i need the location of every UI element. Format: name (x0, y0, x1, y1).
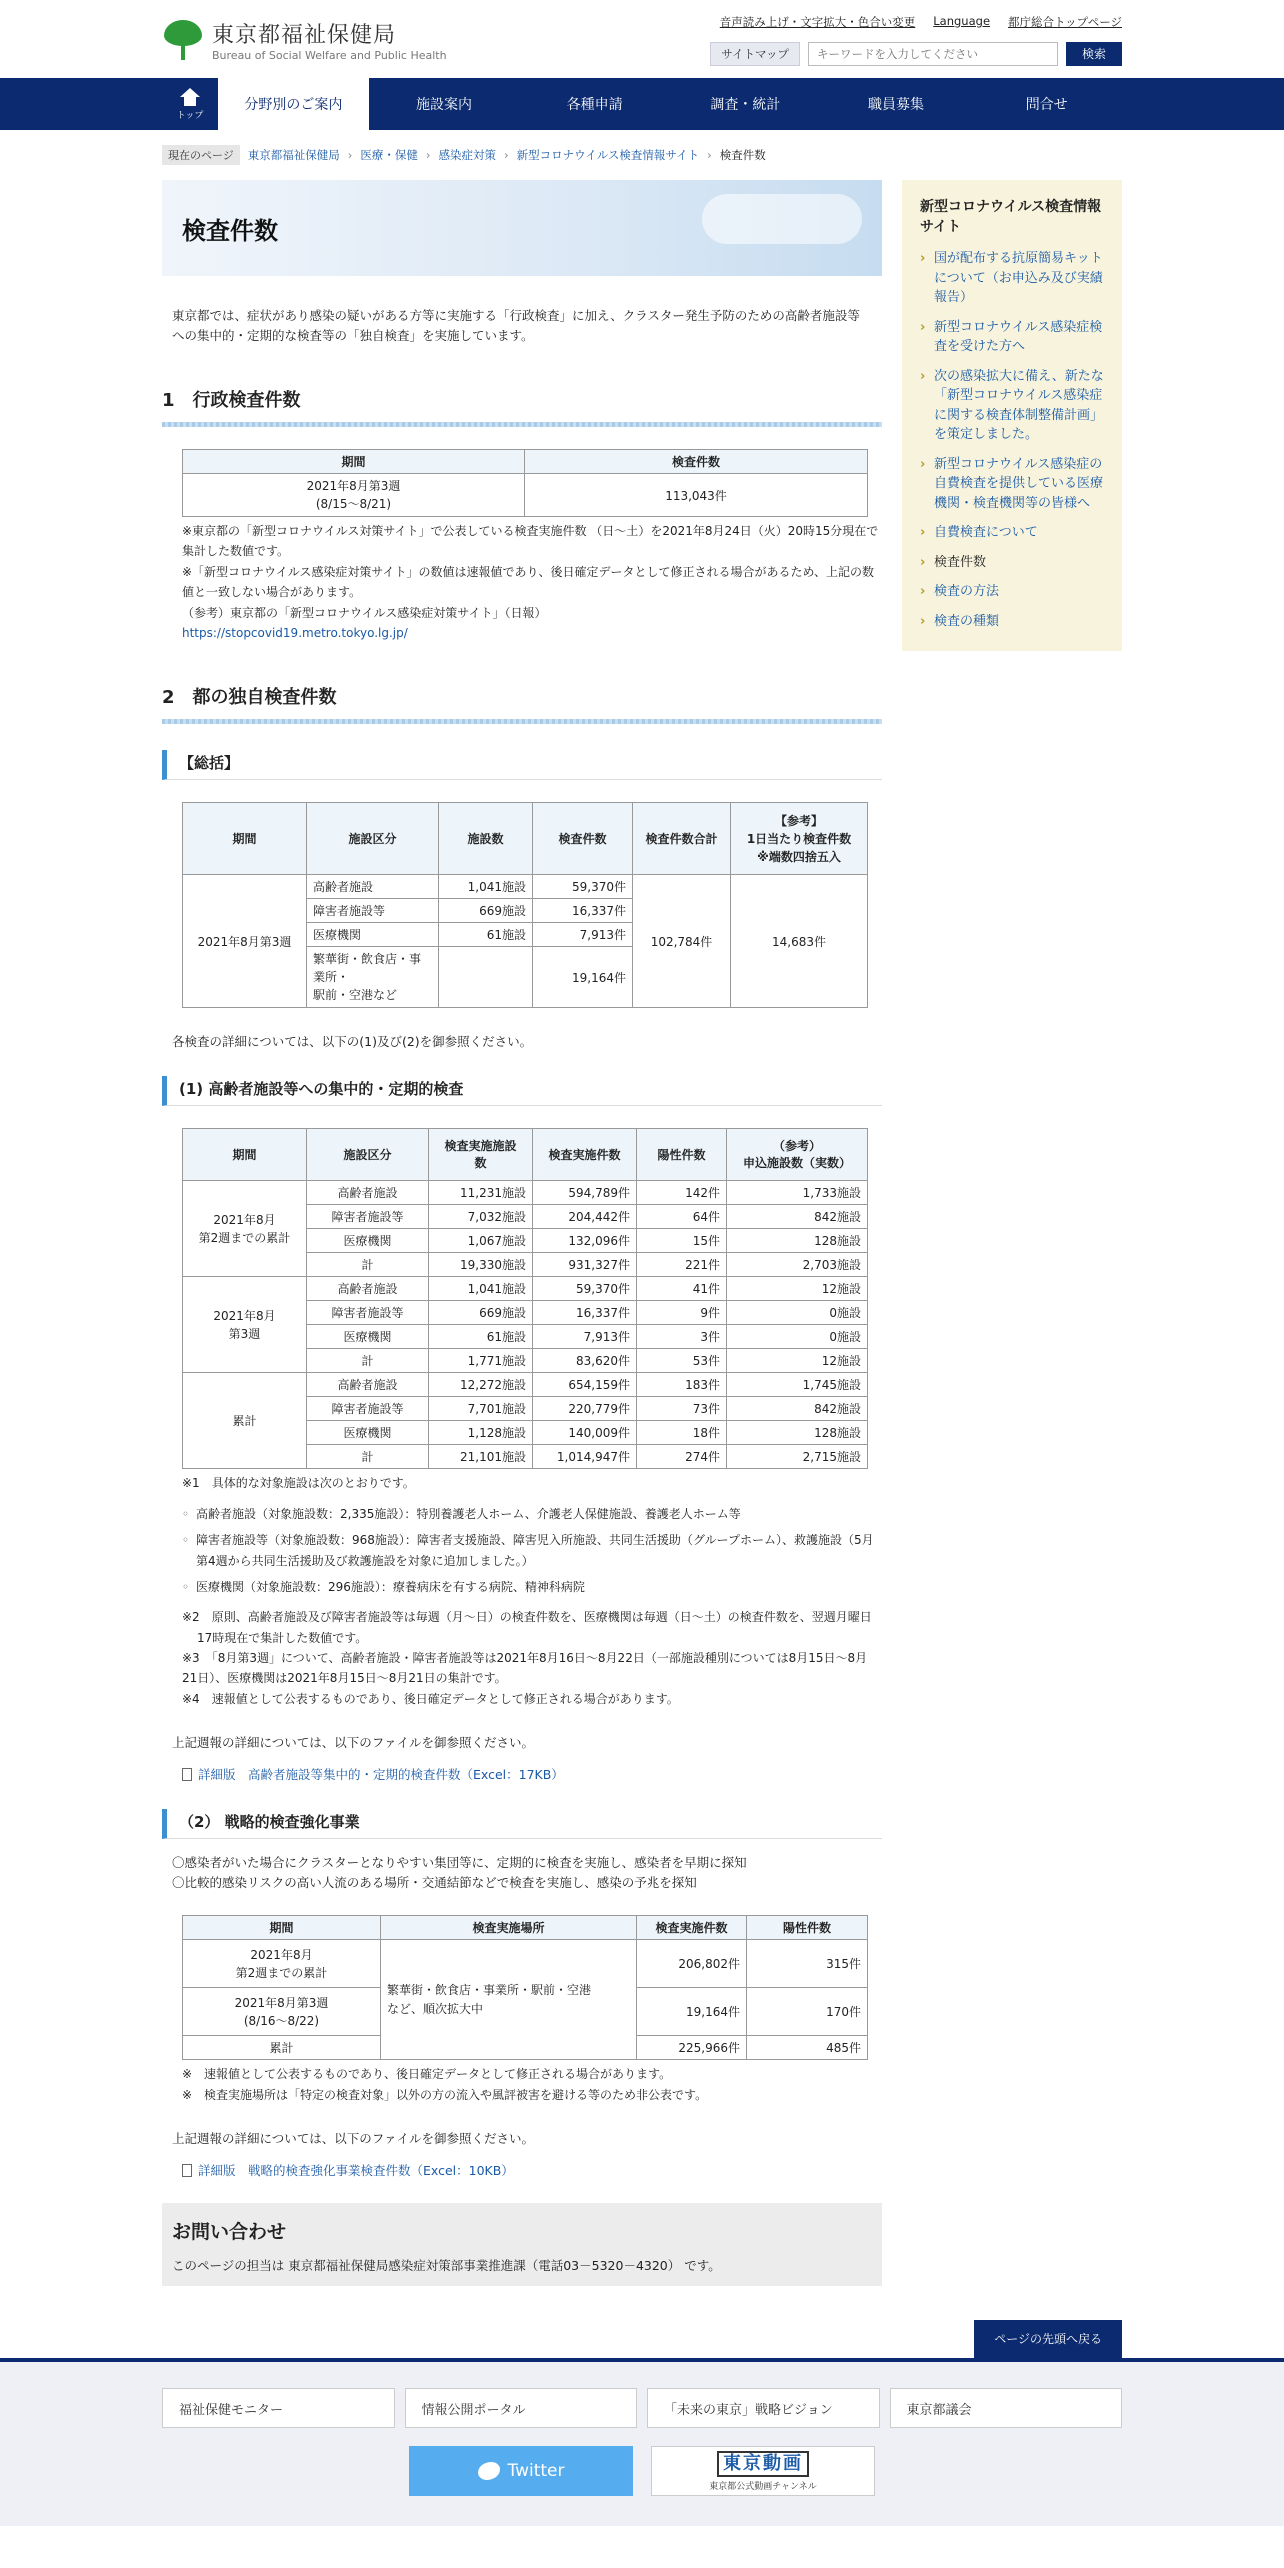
table-cell: 2021年8月第3週 (183, 875, 307, 1008)
table-cell: 21,101施設 (429, 1445, 533, 1469)
table-cell: 132,096件 (533, 1229, 637, 1253)
footer-link[interactable]: 情報公開ポータル (405, 2388, 638, 2428)
side-nav-title: 新型コロナウイルス検査情報サイト (920, 199, 1102, 235)
table-cell: 9件 (637, 1301, 727, 1325)
table-cell: 842施設 (727, 1205, 868, 1229)
table-cell: 高齢者施設 (307, 875, 439, 899)
table-header: 施設区分 (307, 803, 439, 875)
ginkgo-logo-icon (162, 18, 204, 62)
table-cell: 16,337件 (533, 899, 633, 923)
table-cell: 計 (307, 1253, 429, 1277)
chevron-right-icon: › (504, 148, 509, 162)
table-cell: 計 (307, 1349, 429, 1373)
footer-link[interactable]: 「未来の東京」戦略ビジョン (647, 2388, 880, 2428)
douga-caption: 東京都公式動画チャンネル (709, 2481, 817, 2492)
table-cell: 59,370件 (533, 1277, 637, 1301)
facility-list (182, 1504, 882, 1598)
chevron-right-icon: › (707, 148, 712, 162)
chevron-right-icon: › (425, 148, 431, 162)
note-text: ※3 「8月第3週」について、高齢者施設・障害者施設等は2021年8月16日～8月22日（一部施設種別については8月15日～8月21日）、医療機関は2021年8月15日～8月21日の集計です。 (182, 1651, 868, 1686)
twitter-bird-icon (478, 2462, 500, 2480)
douga-logo-text: 東京動画 (717, 2451, 809, 2477)
table-cell: 221件 (637, 1253, 727, 1277)
table-cell: 高齢者施設 (307, 1181, 429, 1205)
global-nav (0, 78, 1284, 130)
section-heading: 1 行政検査件数 (162, 386, 882, 427)
table-cell: 高齢者施設 (307, 1373, 429, 1397)
table-cell: 1,128施設 (429, 1421, 533, 1445)
table-cell: 2021年8月 第3週 (183, 1277, 307, 1373)
table-header: 陽性件数 (637, 1129, 727, 1181)
table-header: 期間 (183, 1129, 307, 1181)
table-cell: 7,913件 (533, 1325, 637, 1349)
table-cell: 73件 (637, 1397, 727, 1421)
table-cell: 19,164件 (637, 1988, 747, 2036)
table-cell: 140,009件 (533, 1421, 637, 1445)
accessibility-link[interactable]: 音声読み上げ・文字拡大・色合い変更 (719, 15, 916, 29)
site-logo[interactable] (162, 18, 447, 62)
table-row (183, 1373, 868, 1397)
table-cell: 累計 (183, 1373, 307, 1469)
search-input[interactable] (808, 42, 1058, 66)
excel-download-link[interactable]: 詳細版 高齢者施設等集中的・定期的検査件数（Excel：17KB） (198, 1767, 564, 1783)
footer-link[interactable]: 福祉保健モニター (162, 2388, 395, 2428)
table-header: 検査件数 (533, 803, 633, 875)
table-cell: 医療機関 (307, 1229, 429, 1253)
site-header (162, 0, 1122, 78)
table-header: 検査実施件数 (637, 1916, 747, 1940)
table-cell: 594,789件 (533, 1181, 637, 1205)
side-nav-item[interactable]: 自費検査について (934, 525, 1038, 541)
table-cell: 274件 (637, 1445, 727, 1469)
nav-item-recruitment[interactable]: 職員募集 (868, 97, 925, 113)
table-cell: 7,701施設 (429, 1397, 533, 1421)
circle-text: 〇感染者がいた場合にクラスターとなりやすい集団等に、定期的に検査を実施し、感染者を早期に探知 (172, 1855, 747, 1871)
document-icon (182, 1768, 192, 1781)
table-cell: 累計 (183, 2036, 381, 2060)
table-cell: 183件 (637, 1373, 727, 1397)
breadcrumb-item[interactable]: 医療・保健 (360, 148, 418, 162)
table-cell: 1,041施設 (429, 1277, 533, 1301)
circle-text: 〇比較的感染リスクの高い人流のある場所・交通結節などで検査を実施し、感染の予兆を探知 (172, 1875, 697, 1891)
table-header: 検査実施場所 (381, 1916, 637, 1940)
table-row (183, 1277, 868, 1301)
page-title: 検査件数 (182, 216, 278, 245)
table-cell: 2021年8月 第2週までの累計 (183, 1940, 381, 1988)
table-header: 検査実施件数 (533, 1129, 637, 1181)
logo-title-jp: 東京都福祉保健局 (212, 23, 397, 48)
table-cell: 225,966件 (637, 2036, 747, 2060)
table-cell: 19,164件 (533, 947, 633, 1008)
table-cell: 0施設 (727, 1325, 868, 1349)
table-cell: 医療機関 (307, 1325, 429, 1349)
table-cell: 14,683件 (731, 875, 868, 1008)
covid-site-link[interactable]: https://stopcovid19.metro.tokyo.lg.jp/ (182, 625, 408, 640)
table-cell: 繁華街・飲食店・事業所・ 駅前・空港など (307, 947, 439, 1008)
side-nav-item[interactable]: 新型コロナウイルス感染症検査を受けた方へ (934, 319, 1103, 355)
note-text: ※ 速報値として公表するものであり、後日確定データとして修正される場合があります。 (182, 2067, 672, 2082)
note-text: ※1 具体的な対象施設は次のとおりです。 (182, 1476, 415, 1491)
table-cell: 654,159件 (533, 1373, 637, 1397)
table-header: 【参考】 1日当たり検査件数 ※端数四捨五入 (731, 803, 868, 875)
breadcrumb-current: 検査件数 (719, 148, 766, 162)
table-cell: 931,327件 (533, 1253, 637, 1277)
side-nav (902, 180, 1122, 651)
table-cell: 7,913件 (533, 923, 633, 947)
nav-item-facilities[interactable]: 施設案内 (416, 97, 472, 113)
nav-item-applications[interactable]: 各種申請 (566, 97, 623, 113)
search-button[interactable]: 検索 (1066, 42, 1122, 66)
table-cell: 113,043件 (525, 474, 868, 517)
table-header: 施設区分 (307, 1129, 429, 1181)
table-cell: 障害者施設等 (307, 1205, 429, 1229)
tokyo-douga-button[interactable] (651, 2446, 875, 2496)
table-cell: 1,014,947件 (533, 1445, 637, 1469)
table-cell: 12施設 (727, 1349, 868, 1373)
breadcrumb-item[interactable]: 東京都福祉保健局 (247, 148, 340, 162)
list-item: ◦ 障害者施設等（対象施設数：968施設）：障害者支援施設、障害児入所施設、共同生活援助（グループホーム）、救護施設（5月第4週から共同生活援助及び救護施設を対象に追加しました。） (182, 1530, 882, 1571)
table-cell: 83,620件 (533, 1349, 637, 1373)
main-content (162, 180, 882, 2286)
table-cell: 41件 (637, 1277, 727, 1301)
table-cell: 204,442件 (533, 1205, 637, 1229)
subsection-heading: （2） 戦略的検査強化事業 (162, 1809, 882, 1839)
contact-text: このページの担当は 東京都福祉保健局感染症対策部事業推進課（電話03－5320－4320） です。 (172, 2258, 721, 2274)
table-header: 期間 (183, 1916, 381, 1940)
table-cell: 1,733施設 (727, 1181, 868, 1205)
side-nav-item[interactable]: 新型コロナウイルス感染症の自費検査を提供している医療機関・検査機関等の皆様へ (934, 456, 1104, 511)
table-cell: 2021年8月第3週 (8/16～8/22) (183, 1988, 381, 2036)
sitemap-button[interactable]: サイトマップ (710, 42, 800, 66)
table-cell: 計 (307, 1445, 429, 1469)
table-cell: 220,779件 (533, 1397, 637, 1421)
list-item: ◦ 高齢者施設（対象施設数：2,335施設）：特別養護老人ホーム、介護老人保健施設、養護老人ホーム等 (182, 1504, 882, 1524)
breadcrumb-here-label: 現在のページ (162, 145, 240, 165)
breadcrumb (162, 130, 1122, 180)
note-text: ※東京都の「新型コロナウイルス対策サイト」で公表している検査実施件数 （日～土）を2021年8月24日（火）20時15分現在で集計した数値です。 (182, 524, 879, 559)
table-cell: 2021年8月 第2週までの累計 (183, 1181, 307, 1277)
table-header: 期間 (183, 450, 525, 474)
metro-top-link[interactable]: 都庁総合トップページ (1008, 15, 1122, 29)
table-cell: 15件 (637, 1229, 727, 1253)
table-row (183, 1181, 868, 1205)
table-cell: 16,337件 (533, 1301, 637, 1325)
table-cell: 170件 (747, 1988, 868, 2036)
table-header: 施設数 (439, 803, 533, 875)
section-heading: 2 都の独自検査件数 (162, 683, 882, 724)
note-text: （参考）東京都の「新型コロナウイルス感染症対策サイト」（日報） (182, 605, 547, 620)
nav-home-label: トップ (176, 110, 204, 121)
table-header: 期間 (183, 803, 307, 875)
table-cell: 206,802件 (637, 1940, 747, 1988)
table-cell: 障害者施設等 (307, 899, 439, 923)
strategic-test-table (182, 1915, 868, 2060)
admin-test-table (182, 449, 868, 517)
table-cell: 2,715施設 (727, 1445, 868, 1469)
table-header: 検査件数合計 (633, 803, 731, 875)
lead-text: 東京都では、症状があり感染の疑いがある方等に実施する「行政検査」に加え、クラスター発生予防のための高齢者施設等への集中的・定期的な検査等の「独自検査」を実施しています。 (172, 308, 860, 343)
nav-item-statistics[interactable]: 調査・統計 (710, 97, 781, 113)
note-text: ※2 原則、高齢者施設及び障害者施設等は毎週（月～日）の検査件数を、医療機関は毎週（日～土）の検査件数を、翌週月曜日17時現在で集計した数値です。 (182, 1610, 872, 1645)
logo-title-en: Bureau of Social Welfare and Public Health (212, 49, 447, 62)
note-text: ※ 検査実施場所は「特定の検査対象」以外の方の流入や風評被害を避ける等のため非公表です。 (182, 2087, 708, 2102)
table-cell: 19,330施設 (429, 1253, 533, 1277)
utility-links (720, 14, 1122, 30)
subsection-heading: 【総括】 (162, 750, 882, 780)
site-footer (0, 2358, 1284, 2526)
table-cell: 12,272施設 (429, 1373, 533, 1397)
language-link[interactable]: Language (933, 14, 991, 28)
table-cell: 64件 (637, 1205, 727, 1229)
back-to-top-button[interactable]: ページの先頭へ戻る (974, 2320, 1122, 2358)
table-cell: 53件 (637, 1349, 727, 1373)
table-cell: 59,370件 (533, 875, 633, 899)
summary-table (182, 802, 868, 1008)
chevron-right-icon: › (347, 148, 353, 162)
table-cell: 315件 (747, 1940, 868, 1988)
file-intro: 上記週報の詳細については、以下のファイルを御参照ください。 (172, 2131, 535, 2147)
table-cell: 7,032施設 (429, 1205, 533, 1229)
side-nav-item[interactable]: 次の感染拡大に備え、新たな「新型コロナウイルス感染症に関する検査体制整備計画」を策定しました。 (934, 368, 1104, 443)
nav-item-inquiry[interactable]: 問合せ (1025, 97, 1068, 113)
table-cell: 1,745施設 (727, 1373, 868, 1397)
table-cell: 障害者施設等 (307, 1397, 429, 1421)
table-cell: 2,703施設 (727, 1253, 868, 1277)
note-text: ※4 速報値として公表するものであり、後日確定データとして修正される場合があります。 (182, 1691, 679, 1706)
table-cell: 128施設 (727, 1421, 868, 1445)
nav-home[interactable] (162, 78, 218, 130)
contact-box (162, 2203, 882, 2286)
table-cell: 医療機関 (307, 923, 439, 947)
table-cell: 3件 (637, 1325, 727, 1349)
table-cell: 1,067施設 (429, 1229, 533, 1253)
table-cell: 2021年8月第3週 (8/15～8/21) (183, 474, 525, 517)
table-cell: 485件 (747, 2036, 868, 2060)
table-cell: 142件 (637, 1181, 727, 1205)
table-cell: 61施設 (429, 1325, 533, 1349)
table-cell: 18件 (637, 1421, 727, 1445)
table-cell (439, 947, 533, 1008)
side-nav-item[interactable]: 検査の方法 (934, 584, 1000, 600)
table-cell: 障害者施設等 (307, 1301, 429, 1325)
excel-download-link[interactable]: 詳細版 戦略的検査強化事業検査件数（Excel：10KB） (198, 2163, 514, 2179)
side-nav-item[interactable]: 検査の種類 (934, 613, 1000, 629)
table-header: （参考） 申込施設数（実数） (727, 1129, 868, 1181)
list-item: ◦ 医療機関（対象施設数：296施設）：療養病床を有する病院、精神科病院 (182, 1577, 882, 1597)
side-nav-item[interactable]: 国が配布する抗原簡易キットについて（お申込み及び実績報告） (934, 251, 1103, 306)
table-cell: 842施設 (727, 1397, 868, 1421)
detail-note: 各検査の詳細については、以下の(1)及び(2)を御参照ください。 (172, 1034, 533, 1050)
table-cell: 669施設 (439, 899, 533, 923)
note-text: ※「新型コロナウイルス感染症対策サイト」の数値は速報値であり、後日確定データとして修正される場合があるため、上記の数値と一致しない場合があります。 (182, 564, 875, 600)
table-cell: 102,784件 (633, 875, 731, 1008)
footer-link[interactable]: 東京都議会 (890, 2388, 1123, 2428)
side-nav-item-current: 検査件数 (934, 554, 987, 570)
subsection-heading: (1) 高齢者施設等への集中的・定期的検査 (162, 1076, 882, 1106)
table-cell: 医療機関 (307, 1421, 429, 1445)
table-cell: 1,771施設 (429, 1349, 533, 1373)
table-cell: 11,231施設 (429, 1181, 533, 1205)
table-cell: 繁華街・飲食店・事業所・駅前・空港 など、順次拡大中 (381, 1940, 637, 2060)
home-icon (180, 88, 200, 106)
table-cell: 1,041施設 (439, 875, 533, 899)
file-intro: 上記週報の詳細については、以下のファイルを御参照ください。 (172, 1735, 535, 1751)
table-cell: 61施設 (439, 923, 533, 947)
twitter-button[interactable] (409, 2446, 633, 2496)
nav-item-fields[interactable]: 分野別のご案内 (218, 78, 369, 130)
table-header: 検査実施施設 数 (429, 1129, 533, 1181)
table-cell: 高齢者施設 (307, 1277, 429, 1301)
table-header: 陽性件数 (747, 1916, 868, 1940)
search-area (710, 42, 1122, 66)
twitter-label: Twitter (507, 2461, 565, 2482)
table-header: 検査件数 (525, 450, 868, 474)
contact-heading: お問い合わせ (172, 2221, 287, 2244)
table-cell: 0施設 (727, 1301, 868, 1325)
breadcrumb-item[interactable]: 感染症対策 (438, 148, 496, 162)
page-title-banner (162, 180, 882, 276)
document-icon (182, 2164, 192, 2177)
table-cell: 669施設 (429, 1301, 533, 1325)
table-cell: 128施設 (727, 1229, 868, 1253)
facility-test-table (182, 1128, 868, 1469)
breadcrumb-item[interactable]: 新型コロナウイルス検査情報サイト (516, 148, 700, 162)
table-cell: 12施設 (727, 1277, 868, 1301)
